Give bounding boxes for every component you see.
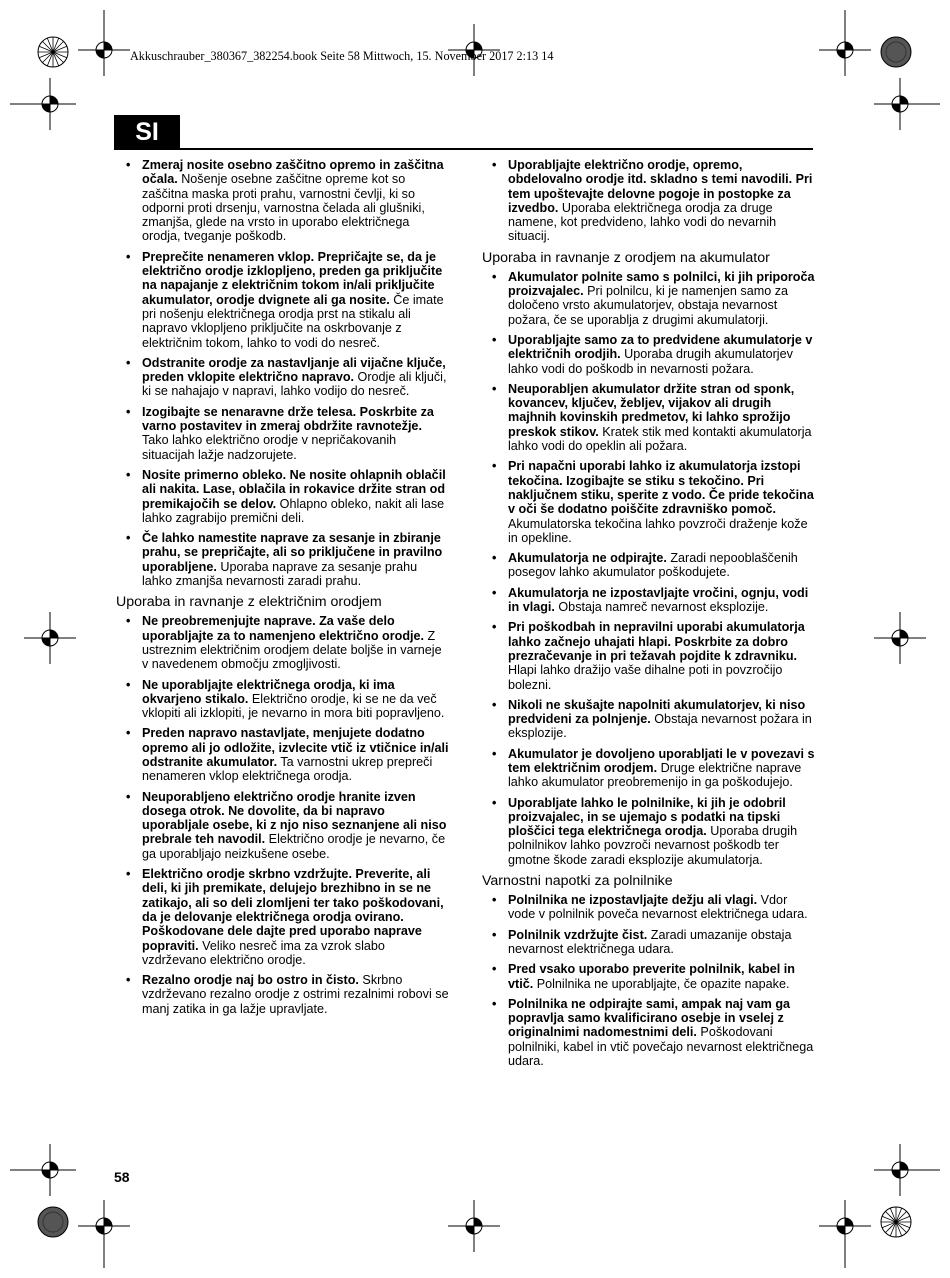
left-column — [114, 158, 450, 1022]
section-heading: Uporaba in ravnanje z električnim orodjem — [116, 594, 382, 611]
list-item: • Če lahko namestite naprave za sesanje in zbiranje prahu, se prepričajte, ali so priključene in pravilno uporabljene. Uporaba naprave za sesanje prahu lahko zmanjša nevarnosti zaradi prahu. — [114, 531, 450, 588]
list-item: • Zmeraj nosite osebno zaščitno opremo in zaščitna očala. Nošenje osebne zaščitne opreme kot so zaščitna maska proti prahu, varnostni čevlji, ki so odporni proti drsenju, varnostna čelada ali glušniki, zmanjša, glede na vrsto in uporabo električnega orodja, tveganje poškodb. — [114, 158, 450, 244]
list-item: • Akumulatorja ne odpirajte. Zaradi nepooblaščenih posegov lahko akumulator poškodujete. — [480, 551, 816, 580]
list-item: • Nikoli ne skušajte napolniti akumulatorjev, ki niso predvideni za polnjenje. Obstaja nevarnost požara in eksplozije. — [480, 698, 816, 741]
header-rule — [114, 148, 813, 150]
page-number: 58 — [114, 1169, 130, 1185]
list-item: • Pri napačni uporabi lahko iz akumulatorja izstopi tekočina. Izogibajte se stiku s tekočino. Pri naključnem stiku, sperite z vodo. Če pride tekočina v oči še dodatno poiščite zdravniško pomoč. Akumulatorska tekočina lahko povzroči draženje kože in opekline. — [480, 459, 816, 545]
list-item: • Akumulatorja ne izpostavljajte vročini, ognju, vodi in vlagi. Obstaja namreč nevarnost eksplozije. — [480, 586, 816, 615]
section-heading: Uporaba in ravnanje z orodjem na akumulator — [482, 249, 770, 266]
list-item: • Izogibajte se nenaravne drže telesa. Poskrbite za varno postavitev in zmeraj obdržite ravnotežje. Tako lahko električno orodje v nepričakovanih situacijah lažje nadzorujete. — [114, 405, 450, 462]
list-item: • Pred vsako uporabo preverite polnilnik, kabel in vtič. Polnilnika ne uporabljajte, če opazite napake. — [480, 962, 816, 991]
list-item: • Ne preobremenjujte naprave. Za vaše delo uporabljajte za to namenjeno električno orodje. Z ustreznim električnim orodjem delate boljše in varneje v navedenem območju zmogljivosti. — [114, 614, 450, 671]
list-item: • Preprečite nenameren vklop. Prepričajte se, da je električno orodje izklopljeno, preden ga priključite na napajanje z električnim tokom in/ali priključite akumulator, orodje dvignete ali ga nosite. Če imate pri nošenju električnega orodja prst na stikalu ali napravo vklopljeno priključite na oskrbovanje z električnim tokom, lahko to vodi do nesreč. — [114, 250, 450, 350]
list-item: • Neuporabljeno električno orodje hranite izven dosega otrok. Ne dovolite, da bi napravo uporabljale osebe, ki z njo niso seznanjene ali niso prebrale teh navodil. Električno orodje je nevarno, če ga uporabljajo neizkušene osebe. — [114, 790, 450, 861]
list-item: • Uporabljajte samo za to predvidene akumulatorje v električnih orodjih. Uporaba drugih akumulatorjev lahko vodi do poškodb in nevarnosti požara. — [480, 333, 816, 376]
list-item: • Polnilnika ne izpostavljajte dežju ali vlagi. Vdor vode v polnilnik poveča nevarnost električnega udara. — [480, 893, 816, 922]
list-item: • Električno orodje skrbno vzdržujte. Preverite, ali deli, ki jih premikate, delujejo brezhibno in se ne zatikajo, ali so deli zlomljeni ter tako poškodovani, da je delovanje električnega orodja ovirano. Poškodovane dele dajte pred uporabo naprave popraviti. Veliko nesreč ima za vzrok slabo vzdrževano električno orodje. — [114, 867, 450, 967]
safety-list-tool-use — [114, 614, 450, 1016]
right-column — [480, 158, 816, 1074]
list-item: • Uporabljajte električno orodje, opremo, obdelovalno orodje itd. skladno s temi navodili. Pri tem upoštevajte delovne pogoje in postopke za izvedbo. Uporaba električnega orodja za druge namene, kot predvideno, lahko vodi do nevarnih situacij. — [480, 158, 816, 244]
list-item: • Rezalno orodje naj bo ostro in čisto. Skrbno vzdrževano rezalno orodje z ostrimi rezalnimi robovi se manj zatika in ga lažje upravljate. — [114, 973, 450, 1016]
safety-list-intended-use — [480, 158, 816, 244]
list-item: • Odstranite orodje za nastavljanje ali vijačne ključe, preden vklopite električno napravo. Orodje ali ključi, ki se nahajajo v napravi, lahko vodijo do nesreč. — [114, 356, 450, 399]
list-item: • Uporabljate lahko le polnilnike, ki jih je odobril proizvajalec, in se ujemajo s podatki na tipski ploščici tega električnega orodja. Uporaba drugih polnilnikov lahko povzroči nevarnost poškodb ter gmotne škode zaradi eksplozije akumulatorja. — [480, 796, 816, 867]
list-item: • Pri poškodbah in nepravilni uporabi akumulatorja lahko začnejo uhajati hlapi. Poskrbite za dobro prezračevanje in pri težavah pojdite k zdravniku. Hlapi lahko dražijo vaše dihalne poti in povzročijo bolezni. — [480, 620, 816, 691]
section-heading: Varnostni napotki za polnilnike — [482, 873, 673, 890]
safety-list-battery — [480, 270, 816, 867]
list-item: • Neuporabljen akumulator držite stran od sponk, kovancev, ključev, žebljev, vijakov ali drugih majhnih kovinskih predmetov, ki lahko sprožijo preskok stikov. Kratek stik med kontakti akumulatorja lahko vodi do opeklin ali požara. — [480, 382, 816, 453]
language-tab: SI — [114, 115, 180, 149]
list-item: • Preden napravo nastavljate, menjujete dodatno opremo ali jo odložite, izvlecite vtič iz vtičnice in/ali odstranite akumulator. Ta varnostni ukrep prepreči nenameren vklop električnega orodja. — [114, 726, 450, 783]
list-item: • Ne uporabljajte električnega orodja, ki ima okvarjeno stikalo. Električno orodje, ki se ne da več vklopiti ali izklopiti, je nevarno in mora biti popravljeno. — [114, 678, 450, 721]
list-item: • Akumulator polnite samo s polnilci, ki jih priporoča proizvajalec. Pri polnilcu, ki je namenjen samo za določeno vrsto akumulatorjev, obstaja nevarnost požara, če se uporablja z drugimi akumulatorji. — [480, 270, 816, 327]
safety-list-charger — [480, 893, 816, 1068]
list-item: • Akumulator je dovoljeno uporabljati le v povezavi s tem električnim orodjem. Druge električne naprave lahko akumulator preobremenijo in ga poškodujejo. — [480, 747, 816, 790]
list-item: • Polnilnika ne odpirajte sami, ampak naj vam ga popravlja samo kvalificirano osebje in vselej z originalnimi nadomestnimi deli. Poškodovani polnilniki, kabel in vtič povečajo nevarnost električnega udara. — [480, 997, 816, 1068]
safety-list-personal — [114, 158, 450, 588]
list-item: • Polnilnik vzdržujte čist. Zaradi umazanije obstaja nevarnost električnega udara. — [480, 928, 816, 957]
list-item: • Nosite primerno obleko. Ne nosite ohlapnih oblačil ali nakita. Lase, oblačila in rokavice držite stran od premikajočih se delov. Ohlapno obleko, nakit ali lase lahko zagrabijo premični deli. — [114, 468, 450, 525]
print-header-line: Akkuschrauber_380367_382254.book Seite 58 Mittwoch, 15. November 2017 2:13 14 — [130, 49, 554, 63]
